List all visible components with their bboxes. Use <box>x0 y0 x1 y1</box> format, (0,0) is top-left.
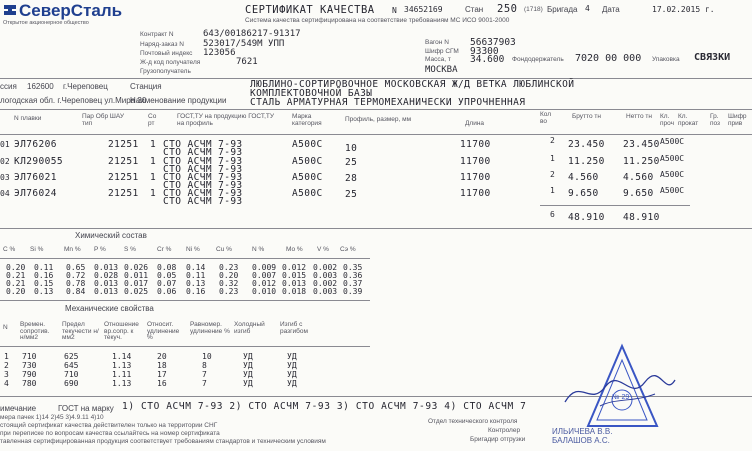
order-value: 523017/549М УПП <box>203 39 285 49</box>
station-label: Станция <box>130 82 162 91</box>
mech-col-header: Изгиб с разгибом <box>280 321 308 335</box>
chem-col-header: V % <box>317 246 329 253</box>
class: А500С <box>660 186 685 195</box>
mech-cell: 17 <box>157 370 167 379</box>
chem-cell: 0.35 <box>343 263 363 272</box>
sgm-label: Шифр СГМ <box>425 48 459 55</box>
chem-cell: 0.011 <box>124 271 149 280</box>
length: 11700 <box>460 188 491 199</box>
logo-text: СеверСталь <box>19 1 123 20</box>
mech-cell: 10 <box>202 352 212 361</box>
chem-col-header: Cr % <box>157 246 172 253</box>
chem-cell: 0.14 <box>186 263 206 272</box>
mass-label: Масса, т <box>425 56 451 63</box>
chem-cell: 0.026 <box>124 263 149 272</box>
heat-number: ЭЛ76024 <box>14 188 57 199</box>
gost: СТО АСЧМ 7-93 <box>163 139 243 150</box>
mech-col-header: Отношение вр.сопр. к текуч. <box>104 321 139 341</box>
mech-cell: 710 <box>22 352 37 361</box>
chem-cell: 0.11 <box>186 271 206 280</box>
chem-cell: 0.012 <box>282 263 307 272</box>
chem-cell: 0.007 <box>252 271 277 280</box>
mechanics-title: Механические свойства <box>65 304 154 313</box>
mech-col-header: N <box>3 324 8 331</box>
heat-number: ЭЛ76206 <box>14 139 57 150</box>
chem-col-header: Mn % <box>64 246 81 253</box>
qty: 1 <box>550 186 555 195</box>
chem-cell: 0.78 <box>66 279 86 288</box>
chem-cell: 0.21 <box>6 279 26 288</box>
gost: СТО АСЧМ 7-93 <box>163 156 243 167</box>
chem-cell: 0.13 <box>34 287 54 296</box>
gost-list: 1) СТО АСЧМ 7-93 2) СТО АСЧМ 7-93 3) СТО АСЧМ 7-93 4) СТО АСЧМ 7 <box>122 401 527 412</box>
mech-cell: 790 <box>22 370 37 379</box>
gost: СТО АСЧМ 7-93 <box>163 188 243 199</box>
chem-cell: 0.36 <box>343 271 363 280</box>
rail-code-label: Ж-д код получателя <box>140 59 201 66</box>
date-value: 17.02.2015 г. <box>652 5 715 14</box>
class: А500С <box>660 154 685 163</box>
chem-cell: 0.20 <box>219 271 239 280</box>
mech-cell: 690 <box>64 379 79 388</box>
packs-line: мера пачек 1)14 2)45 3)4.9.11 4)10 <box>0 414 104 421</box>
chem-cell: 0.65 <box>66 263 86 272</box>
grade: А500С <box>292 172 323 183</box>
contract-value: 643/00186217-91317 <box>203 29 301 39</box>
certificate-title: СЕРТИФИКАТ КАЧЕСТВА <box>245 4 375 16</box>
signature-icon <box>560 372 680 412</box>
chem-col-header: Сэ % <box>340 246 356 253</box>
mech-cell: 1.13 <box>112 379 132 388</box>
logo-mark-icon <box>2 3 18 17</box>
order-label: Наряд-заказ N <box>140 41 184 48</box>
grade: А500С <box>292 188 323 199</box>
mech-cell: УД <box>243 361 253 370</box>
gost-profile: СТО АСЧМ 7-93 <box>163 164 243 175</box>
col-gost-header: ГОСТ,ТУ на продукцию ГОСТ,ТУ на профиль <box>177 113 275 127</box>
col-grade-header: Марка категория <box>292 113 322 127</box>
size: 28 <box>345 173 358 184</box>
system-line: Система качества сертифицирована на соответствие требованиям МС ИСО 9001-2000 <box>245 17 510 24</box>
chem-cell: 0.06 <box>157 287 177 296</box>
grade: А500С <box>292 139 323 150</box>
row-index: 04 <box>0 189 10 198</box>
mech-col-header: Равномер. удлинение % <box>190 321 230 335</box>
col-qty-header: Кол во <box>540 111 552 125</box>
cert-number-label: N <box>392 6 397 15</box>
mech-cell: 18 <box>157 361 167 370</box>
gross: 4.560 <box>568 172 599 183</box>
heat-number: КЛ290055 <box>14 156 63 167</box>
chem-cell: 0.08 <box>157 263 177 272</box>
mech-cell: УД <box>243 379 253 388</box>
mech-cell: 625 <box>64 352 79 361</box>
destination-city: МОСКВА <box>425 65 458 75</box>
mech-cell: 1.14 <box>112 352 132 361</box>
mass-value: 34.600 <box>470 54 505 65</box>
length: 11700 <box>460 139 491 150</box>
chem-col-header: S % <box>124 246 136 253</box>
mech-cell: УД <box>287 361 297 370</box>
product-name: СТАЛЬ АРМАТУРНАЯ ТЕРМОМЕХАНИЧЕСКИ УПРОЧНЕННАЯ <box>250 97 526 108</box>
chem-cell: 0.84 <box>66 287 86 296</box>
qty: 2 <box>550 136 555 145</box>
col-rolling-header: Кл. прокат <box>678 113 699 127</box>
chem-cell: 0.32 <box>219 279 239 288</box>
divider-totals <box>540 205 690 206</box>
product-label: Наименование продукции <box>130 96 227 105</box>
chem-cell: 0.21 <box>6 271 26 280</box>
gost-profile: СТО АСЧМ 7-93 <box>163 180 243 191</box>
heat-number: ЭЛ76021 <box>14 172 57 183</box>
mech-cell: 780 <box>22 379 37 388</box>
row-index: 03 <box>0 173 10 182</box>
gost-profile: СТО АСЧМ 7-93 <box>163 196 243 207</box>
divider-mech <box>0 300 370 301</box>
gross: 23.450 <box>568 139 605 150</box>
row-index: 02 <box>0 157 10 166</box>
brigade-value: 4 <box>585 4 590 13</box>
col-net-header: Нетто тн <box>626 113 652 120</box>
sort: 1 <box>150 156 157 167</box>
foundation-value: 7020 00 000 <box>575 53 642 64</box>
correspondence-line: при переписке по вопросам качества ссылайтесь на номер сертификата <box>0 430 220 437</box>
chem-cell: 0.07 <box>157 279 177 288</box>
type-code: 21251 <box>108 139 139 150</box>
compliance-line: тавленная сертифицированная продукция соответствует требованиям стандартов и техническим условиям <box>0 438 326 445</box>
chem-cell: 0.028 <box>94 271 119 280</box>
brigadier-label: Бригадир отгрузки <box>470 436 526 443</box>
net: 9.650 <box>623 188 654 199</box>
gross: 9.650 <box>568 188 599 199</box>
chem-col-header: Ni % <box>186 246 200 253</box>
mech-cell: УД <box>287 352 297 361</box>
foundation-label: Фондодержатель <box>512 56 564 63</box>
size: 10 <box>345 143 358 154</box>
stan-value: 250 <box>497 3 518 15</box>
consignee-label: Грузополучатель <box>140 68 191 75</box>
chem-cell: 0.025 <box>124 287 149 296</box>
chem-cell: 0.003 <box>313 271 338 280</box>
wagon-value: 56637903 <box>470 37 516 48</box>
postcode-label: Почтовый индекс <box>140 50 193 57</box>
chem-cell: 0.013 <box>94 279 119 288</box>
pack-value: СВЯЗКИ <box>694 52 731 63</box>
stamp-number: № 29 <box>612 394 630 401</box>
row-index: 01 <box>0 140 10 149</box>
chem-cell: 0.16 <box>186 287 206 296</box>
sgm-value: 93300 <box>470 46 499 57</box>
chem-cell: 0.39 <box>343 287 363 296</box>
length: 11700 <box>460 172 491 183</box>
chem-col-header: N % <box>252 246 265 253</box>
brigade-label: Бригада <box>547 5 578 14</box>
divider-mech-rows <box>0 346 370 347</box>
gost: СТО АСЧМ 7-93 <box>163 172 243 183</box>
mech-cell: 7 <box>202 379 207 388</box>
mech-cell: 730 <box>22 361 37 370</box>
net: 4.560 <box>623 172 654 183</box>
divider-products <box>0 109 752 110</box>
note-label: имечание <box>0 404 37 413</box>
cert-number: 34652169 <box>404 5 443 14</box>
mech-col-header: Относит. удлинение % <box>147 321 180 341</box>
chem-cell: 0.37 <box>343 279 363 288</box>
sender-town: г.Череповец <box>63 82 108 91</box>
controller-name: ИЛЬИЧЕВА В.В. <box>552 427 613 436</box>
col-gross-header: Брутто тн <box>572 113 601 120</box>
size: 25 <box>345 157 358 168</box>
stan-code: (1718) <box>524 6 543 13</box>
net: 11.250 <box>623 156 660 167</box>
chem-cell: 0.16 <box>34 271 54 280</box>
chem-col-header: С % <box>3 246 16 253</box>
size: 25 <box>345 189 358 200</box>
chem-col-header: Si % <box>30 246 44 253</box>
mech-cell: 16 <box>157 379 167 388</box>
net: 23.450 <box>623 139 660 150</box>
chem-col-header: P % <box>94 246 106 253</box>
rail-code-value: 7621 <box>236 57 258 67</box>
chem-cell: 0.23 <box>219 263 239 272</box>
otk-label: Отдел технического контроля <box>428 418 518 425</box>
grade: А500С <box>292 156 323 167</box>
mech-cell: УД <box>287 370 297 379</box>
date-label: Дата <box>602 5 620 14</box>
stan-label: Стан <box>465 5 484 14</box>
mech-cell: УД <box>243 370 253 379</box>
col-heat-header: N плавки <box>14 115 42 122</box>
mech-cell: 1 <box>4 352 9 361</box>
mech-cell: УД <box>243 352 253 361</box>
chem-cell: 0.13 <box>186 279 206 288</box>
chem-cell: 0.72 <box>66 271 86 280</box>
mech-cell: УД <box>287 379 297 388</box>
col-type-header: Пар Обр ШАУ тип <box>82 113 125 127</box>
sort: 1 <box>150 172 157 183</box>
mech-cell: 20 <box>157 352 167 361</box>
chem-cell: 0.013 <box>94 263 119 272</box>
mech-cell: 645 <box>64 361 79 370</box>
qty: 1 <box>550 154 555 163</box>
col-size-header: Профиль, размер, мм <box>345 116 412 123</box>
destination-line2: КОМПЛЕКТОВОЧНОЙ БАЗЫ <box>250 88 373 99</box>
gross: 11.250 <box>568 156 605 167</box>
chem-cell: 0.002 <box>313 263 338 272</box>
mech-col-header: Предел текучести н/мм2 <box>62 321 99 341</box>
chem-col-header: Cu % <box>216 246 232 253</box>
mech-cell: 1.13 <box>112 361 132 370</box>
total-net: 48.910 <box>623 212 660 223</box>
chem-cell: 0.013 <box>94 287 119 296</box>
chem-cell: 0.017 <box>124 279 149 288</box>
total-qty: 6 <box>550 210 555 219</box>
chem-cell: 0.003 <box>313 287 338 296</box>
chem-cell: 0.013 <box>282 279 307 288</box>
col-group-header: Гр. поз <box>710 113 721 127</box>
divider-chem-rows <box>0 258 370 259</box>
contract-label: Контракт N <box>140 31 174 38</box>
chem-cell: 0.05 <box>157 271 177 280</box>
chem-cell: 0.15 <box>34 279 54 288</box>
qty: 2 <box>550 170 555 179</box>
chem-cell: 0.018 <box>282 287 307 296</box>
brigadier-name: БАЛАШОВ А.С. <box>552 436 610 445</box>
country: ссия <box>0 82 17 91</box>
chemistry-title: Химический состав <box>75 231 147 240</box>
mech-cell: 3 <box>4 370 9 379</box>
col-code-header: Шифр прив <box>728 113 747 127</box>
chem-col-header: Мо % <box>286 246 303 253</box>
destination-line1: ЛЮБЛИНО-СОРТИРОВОЧНОЕ МОСКОВСКАЯ Ж/Д ВЕТКА ЛЮБЛИНСКОЙ <box>250 79 575 90</box>
wagon-label: Вагон N <box>425 39 449 46</box>
sender-postcode: 162600 <box>27 82 54 91</box>
mech-cell: 1.11 <box>112 370 132 379</box>
col-length-header: Длина <box>465 120 485 127</box>
chem-cell: 0.20 <box>6 287 26 296</box>
chem-cell: 0.002 <box>313 279 338 288</box>
mech-cell: 7 <box>202 370 207 379</box>
chem-cell: 0.23 <box>219 287 239 296</box>
controller-label: Контролер <box>488 427 521 434</box>
validity-line: стоящий сертификат качества действителен только на территории СНГ <box>0 422 218 429</box>
mech-cell: 710 <box>64 370 79 379</box>
type-code: 21251 <box>108 188 139 199</box>
col-sort-header: Со рт <box>148 113 157 127</box>
postcode-value: 123056 <box>203 48 236 58</box>
mech-col-header: Холодный изгиб <box>234 321 265 335</box>
chem-cell: 0.015 <box>282 271 307 280</box>
type-code: 21251 <box>108 172 139 183</box>
chem-cell: 0.012 <box>252 279 277 288</box>
pack-label: Упаковка <box>652 56 680 63</box>
mech-cell: 4 <box>4 379 9 388</box>
chem-cell: 0.11 <box>34 263 54 272</box>
divider-chem <box>0 228 752 229</box>
col-class-header: Кл. проч <box>660 113 674 127</box>
mech-cell: 8 <box>202 361 207 370</box>
logo-subtitle: Открытое акционерное общество <box>3 20 89 26</box>
chem-cell: 0.009 <box>252 263 277 272</box>
chem-cell: 0.20 <box>6 263 26 272</box>
chem-cell: 0.010 <box>252 287 277 296</box>
mech-cell: 2 <box>4 361 9 370</box>
type-code: 21251 <box>108 156 139 167</box>
gost-profile: СТО АСЧМ 7-93 <box>163 147 243 158</box>
class: А500С <box>660 137 685 146</box>
class: А500С <box>660 170 685 179</box>
divider-table1 <box>0 134 752 135</box>
sort: 1 <box>150 188 157 199</box>
length: 11700 <box>460 156 491 167</box>
mech-col-header: Времен. сопротив. н/мм2 <box>20 321 50 341</box>
total-gross: 48.910 <box>568 212 605 223</box>
sort: 1 <box>150 139 157 150</box>
sender-address: логодская обл. г.Череповец ул.Мира 30 <box>0 96 147 105</box>
gost-mark-label: ГОСТ на марку <box>58 404 114 413</box>
